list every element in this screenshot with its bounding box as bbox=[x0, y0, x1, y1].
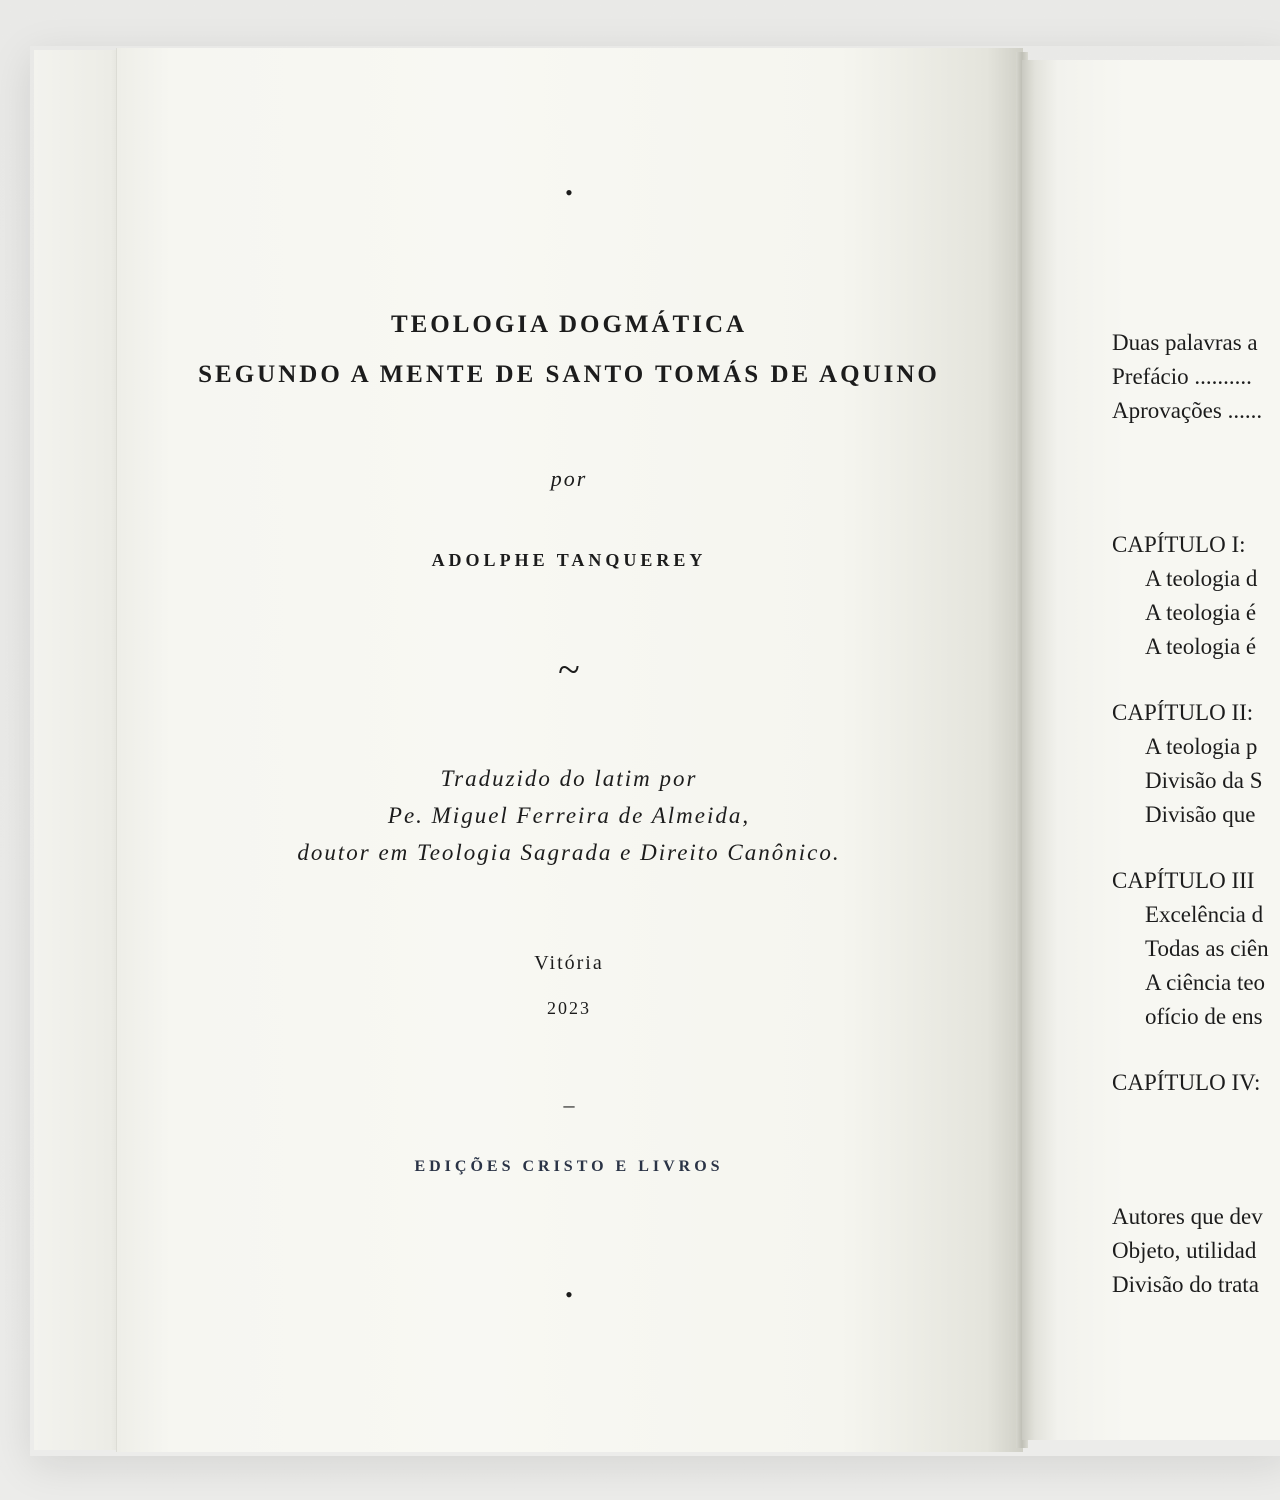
toc-chapter-heading: CAPÍTULO IV: bbox=[1112, 1070, 1261, 1095]
table-of-contents bbox=[1112, 326, 1280, 1302]
toc-item: Todas as ciên bbox=[1145, 936, 1269, 961]
by-label: por bbox=[550, 466, 588, 491]
toc-item: Prefácio .......... bbox=[1112, 364, 1252, 389]
toc-item: Divisão do trata bbox=[1112, 1272, 1259, 1297]
toc-chapter-heading: CAPÍTULO I: bbox=[1112, 532, 1246, 557]
title-line-1: TEOLOGIA DOGMÁTICA bbox=[390, 311, 748, 338]
toc-item: A teologia é bbox=[1145, 600, 1257, 625]
translation-line-3: doutor em Teologia Sagrada e Direito Canônico. bbox=[297, 840, 841, 865]
toc-item: Excelência d bbox=[1145, 902, 1264, 927]
toc-item: Divisão que bbox=[1145, 802, 1256, 827]
toc-item: Aprovações ...... bbox=[1112, 398, 1263, 423]
top-dot: • bbox=[565, 180, 573, 205]
toc-item: ofício de ens bbox=[1145, 1004, 1263, 1029]
translation-line-2: Pe. Miguel Ferreira de Almeida, bbox=[387, 803, 751, 828]
toc-item: Duas palavras a bbox=[1112, 330, 1258, 355]
toc-item: A teologia d bbox=[1145, 566, 1258, 591]
title-line-2: SEGUNDO A MENTE DE SANTO TOMÁS DE AQUINO bbox=[198, 361, 940, 388]
toc-item: A teologia é bbox=[1145, 634, 1257, 659]
bottom-dot: • bbox=[565, 1282, 573, 1307]
toc-chapter-heading: CAPÍTULO II: bbox=[1112, 700, 1254, 725]
toc-item: Objeto, utilidad bbox=[1112, 1238, 1257, 1263]
toc-item: A teologia p bbox=[1145, 734, 1258, 759]
publication-year: 2023 bbox=[547, 998, 591, 1018]
toc-item: Divisão da S bbox=[1145, 768, 1263, 793]
toc-item: A ciência teo bbox=[1145, 970, 1266, 995]
translation-credit bbox=[116, 760, 1022, 871]
translation-line-1: Traduzido do latim por bbox=[440, 766, 698, 791]
publisher-name: EDIÇÕES CRISTO E LIVROS bbox=[414, 1158, 724, 1175]
toc-chapter-heading: CAPÍTULO III bbox=[1112, 868, 1255, 893]
right-page-toc bbox=[1022, 60, 1280, 1440]
author-name: ADOLPHE TANQUEREY bbox=[431, 550, 707, 570]
book-title bbox=[116, 300, 1022, 400]
publication-place: Vitória bbox=[534, 952, 604, 974]
separator-dash: – bbox=[563, 1092, 575, 1117]
left-page bbox=[116, 48, 1023, 1452]
ornament-tilde: ~ bbox=[558, 647, 580, 692]
toc-item: Autores que dev bbox=[1112, 1204, 1263, 1229]
